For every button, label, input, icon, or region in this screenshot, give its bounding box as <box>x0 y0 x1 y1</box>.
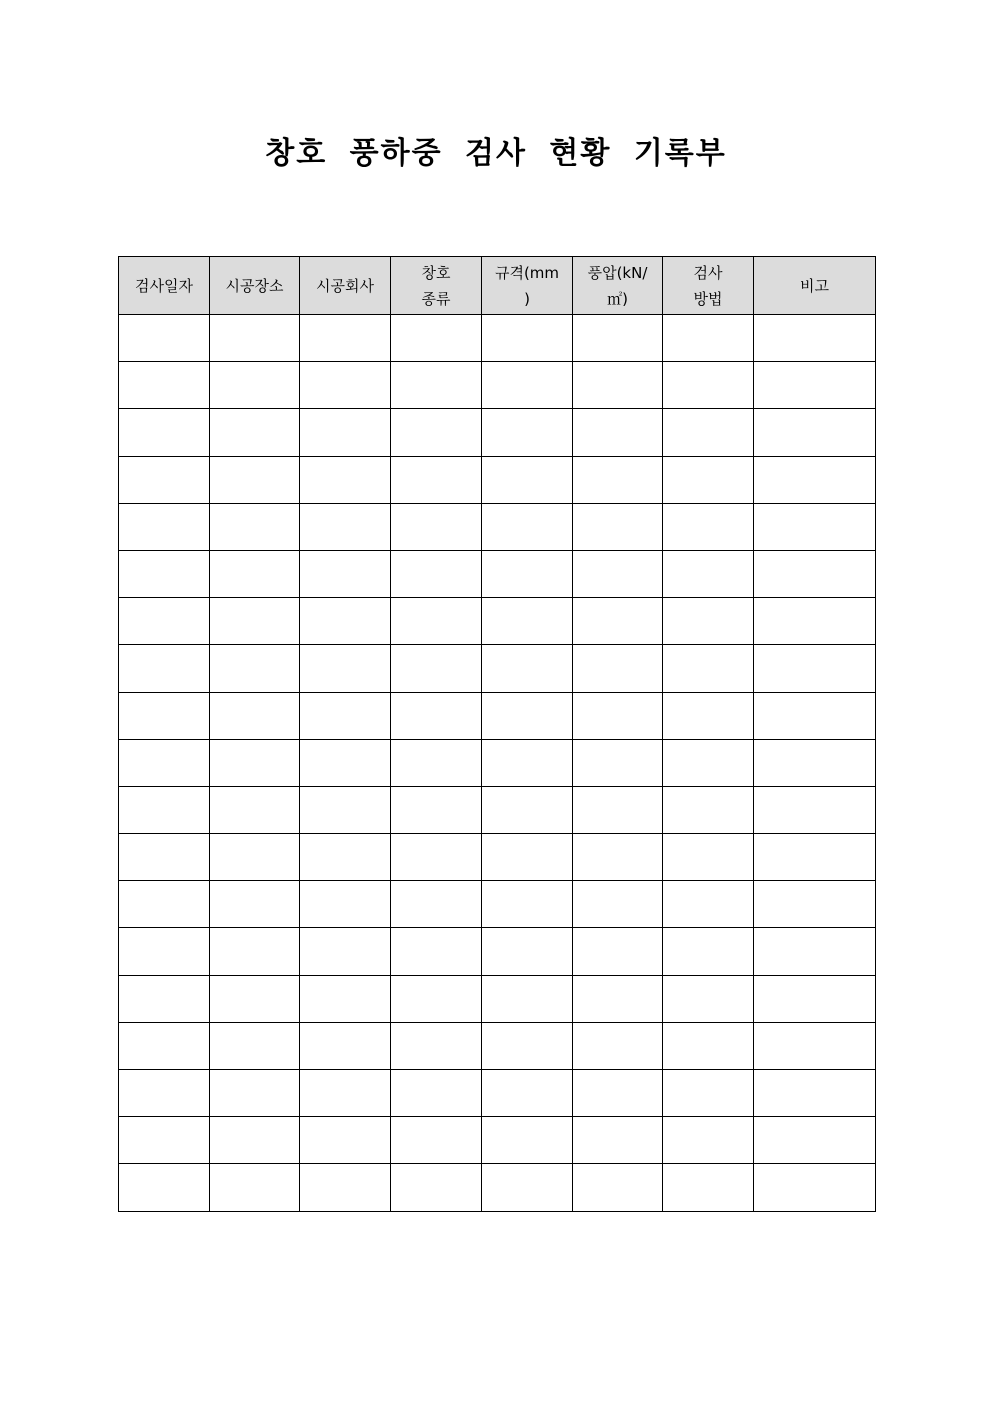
table-row <box>119 928 876 975</box>
cell-dimensions[interactable] <box>482 456 573 503</box>
cell-window-type[interactable] <box>391 739 482 786</box>
cell-dimensions[interactable] <box>482 315 573 362</box>
cell-inspection-method[interactable] <box>663 409 754 456</box>
cell-inspection-date[interactable] <box>119 739 210 786</box>
table-row <box>119 692 876 739</box>
cell-inspection-date[interactable] <box>119 503 210 550</box>
cell-construction-company[interactable] <box>300 1070 391 1117</box>
cell-construction-site[interactable] <box>210 362 300 409</box>
cell-remarks[interactable] <box>754 456 876 503</box>
cell-wind-pressure[interactable] <box>573 1070 663 1117</box>
cell-construction-site[interactable] <box>210 456 300 503</box>
cell-dimensions[interactable] <box>482 1022 573 1069</box>
cell-inspection-date[interactable] <box>119 1164 210 1211</box>
cell-construction-company[interactable] <box>300 692 391 739</box>
header-dimensions: 규격(mm ) <box>482 257 573 315</box>
cell-inspection-date[interactable] <box>119 550 210 597</box>
cell-construction-site[interactable] <box>210 834 300 881</box>
cell-remarks[interactable] <box>754 975 876 1022</box>
cell-window-type[interactable] <box>391 1022 482 1069</box>
cell-construction-company[interactable] <box>300 456 391 503</box>
cell-inspection-date[interactable] <box>119 834 210 881</box>
cell-construction-site[interactable] <box>210 503 300 550</box>
cell-dimensions[interactable] <box>482 786 573 833</box>
table-row <box>119 834 876 881</box>
cell-window-type[interactable] <box>391 1164 482 1211</box>
cell-dimensions[interactable] <box>482 881 573 928</box>
cell-remarks[interactable] <box>754 362 876 409</box>
cell-wind-pressure[interactable] <box>573 1117 663 1164</box>
cell-dimensions[interactable] <box>482 645 573 692</box>
cell-inspection-date[interactable] <box>119 1117 210 1164</box>
cell-inspection-method[interactable] <box>663 1022 754 1069</box>
cell-inspection-method[interactable] <box>663 362 754 409</box>
cell-remarks[interactable] <box>754 834 876 881</box>
cell-dimensions[interactable] <box>482 598 573 645</box>
cell-dimensions[interactable] <box>482 834 573 881</box>
cell-remarks[interactable] <box>754 550 876 597</box>
cell-dimensions[interactable] <box>482 409 573 456</box>
inspection-record-table <box>118 256 876 1212</box>
cell-construction-company[interactable] <box>300 362 391 409</box>
cell-window-type[interactable] <box>391 315 482 362</box>
cell-window-type[interactable] <box>391 692 482 739</box>
header-construction-site: 시공장소 <box>210 257 300 315</box>
header-inspection-method: 검사 방법 <box>663 257 754 315</box>
cell-inspection-method[interactable] <box>663 975 754 1022</box>
cell-inspection-method[interactable] <box>663 645 754 692</box>
cell-inspection-method[interactable] <box>663 550 754 597</box>
cell-wind-pressure[interactable] <box>573 598 663 645</box>
cell-construction-company[interactable] <box>300 739 391 786</box>
cell-inspection-date[interactable] <box>119 1070 210 1117</box>
cell-construction-site[interactable] <box>210 598 300 645</box>
cell-window-type[interactable] <box>391 1070 482 1117</box>
cell-window-type[interactable] <box>391 645 482 692</box>
cell-construction-company[interactable] <box>300 1164 391 1211</box>
table-row <box>119 456 876 503</box>
cell-construction-site[interactable] <box>210 550 300 597</box>
cell-construction-company[interactable] <box>300 409 391 456</box>
cell-construction-company[interactable] <box>300 975 391 1022</box>
cell-inspection-date[interactable] <box>119 598 210 645</box>
cell-dimensions[interactable] <box>482 362 573 409</box>
cell-remarks[interactable] <box>754 1164 876 1211</box>
cell-wind-pressure[interactable] <box>573 550 663 597</box>
cell-window-type[interactable] <box>391 409 482 456</box>
cell-remarks[interactable] <box>754 1022 876 1069</box>
table-row <box>119 598 876 645</box>
cell-inspection-method[interactable] <box>663 786 754 833</box>
cell-inspection-date[interactable] <box>119 456 210 503</box>
cell-inspection-date[interactable] <box>119 881 210 928</box>
table-row <box>119 409 876 456</box>
header-remarks: 비고 <box>754 257 876 315</box>
table-row <box>119 645 876 692</box>
table-row <box>119 1164 876 1211</box>
cell-inspection-date[interactable] <box>119 315 210 362</box>
cell-inspection-date[interactable] <box>119 975 210 1022</box>
cell-remarks[interactable] <box>754 1070 876 1117</box>
cell-inspection-date[interactable] <box>119 692 210 739</box>
cell-wind-pressure[interactable] <box>573 928 663 975</box>
cell-dimensions[interactable] <box>482 503 573 550</box>
table-row <box>119 1022 876 1069</box>
cell-construction-company[interactable] <box>300 1117 391 1164</box>
cell-construction-company[interactable] <box>300 315 391 362</box>
cell-inspection-date[interactable] <box>119 409 210 456</box>
cell-window-type[interactable] <box>391 362 482 409</box>
cell-dimensions[interactable] <box>482 739 573 786</box>
cell-inspection-method[interactable] <box>663 315 754 362</box>
cell-construction-company[interactable] <box>300 881 391 928</box>
cell-remarks[interactable] <box>754 881 876 928</box>
cell-window-type[interactable] <box>391 928 482 975</box>
cell-wind-pressure[interactable] <box>573 786 663 833</box>
header-wind-pressure: 풍압(kN/ ㎡) <box>573 257 663 315</box>
cell-inspection-method[interactable] <box>663 456 754 503</box>
cell-window-type[interactable] <box>391 1117 482 1164</box>
cell-inspection-date[interactable] <box>119 786 210 833</box>
cell-window-type[interactable] <box>391 550 482 597</box>
cell-inspection-method[interactable] <box>663 1117 754 1164</box>
cell-wind-pressure[interactable] <box>573 409 663 456</box>
cell-inspection-date[interactable] <box>119 645 210 692</box>
document-title: 창호 풍하중 검사 현황 기록부 <box>265 136 727 171</box>
cell-construction-company[interactable] <box>300 1022 391 1069</box>
cell-wind-pressure[interactable] <box>573 503 663 550</box>
cell-window-type[interactable] <box>391 834 482 881</box>
cell-remarks[interactable] <box>754 739 876 786</box>
cell-wind-pressure[interactable] <box>573 881 663 928</box>
cell-construction-company[interactable] <box>300 598 391 645</box>
cell-construction-site[interactable] <box>210 692 300 739</box>
table-row <box>119 362 876 409</box>
cell-inspection-method[interactable] <box>663 503 754 550</box>
cell-remarks[interactable] <box>754 692 876 739</box>
cell-dimensions[interactable] <box>482 692 573 739</box>
cell-construction-site[interactable] <box>210 786 300 833</box>
table-body <box>119 315 876 1212</box>
cell-construction-site[interactable] <box>210 315 300 362</box>
cell-construction-company[interactable] <box>300 928 391 975</box>
cell-wind-pressure[interactable] <box>573 315 663 362</box>
cell-construction-site[interactable] <box>210 1164 300 1211</box>
cell-remarks[interactable] <box>754 598 876 645</box>
table-row <box>119 1117 876 1164</box>
cell-construction-site[interactable] <box>210 881 300 928</box>
header-inspection-date: 검사일자 <box>119 257 210 315</box>
cell-wind-pressure[interactable] <box>573 692 663 739</box>
cell-inspection-method[interactable] <box>663 598 754 645</box>
cell-dimensions[interactable] <box>482 1070 573 1117</box>
cell-remarks[interactable] <box>754 645 876 692</box>
table-row <box>119 881 876 928</box>
cell-remarks[interactable] <box>754 928 876 975</box>
table-row <box>119 1070 876 1117</box>
cell-inspection-method[interactable] <box>663 1164 754 1211</box>
cell-window-type[interactable] <box>391 598 482 645</box>
cell-inspection-method[interactable] <box>663 739 754 786</box>
cell-construction-company[interactable] <box>300 503 391 550</box>
table-row <box>119 503 876 550</box>
cell-construction-site[interactable] <box>210 1070 300 1117</box>
cell-window-type[interactable] <box>391 503 482 550</box>
cell-wind-pressure[interactable] <box>573 834 663 881</box>
table-row <box>119 786 876 833</box>
cell-construction-site[interactable] <box>210 975 300 1022</box>
cell-wind-pressure[interactable] <box>573 975 663 1022</box>
cell-construction-site[interactable] <box>210 928 300 975</box>
cell-remarks[interactable] <box>754 786 876 833</box>
header-construction-company: 시공회사 <box>300 257 391 315</box>
cell-wind-pressure[interactable] <box>573 456 663 503</box>
cell-inspection-method[interactable] <box>663 881 754 928</box>
table-row <box>119 739 876 786</box>
cell-wind-pressure[interactable] <box>573 645 663 692</box>
cell-construction-company[interactable] <box>300 550 391 597</box>
cell-wind-pressure[interactable] <box>573 739 663 786</box>
cell-window-type[interactable] <box>391 456 482 503</box>
table-row <box>119 550 876 597</box>
cell-remarks[interactable] <box>754 315 876 362</box>
cell-inspection-date[interactable] <box>119 928 210 975</box>
cell-dimensions[interactable] <box>482 928 573 975</box>
header-window-type: 창호 종류 <box>391 257 482 315</box>
cell-construction-company[interactable] <box>300 834 391 881</box>
cell-window-type[interactable] <box>391 975 482 1022</box>
cell-inspection-date[interactable] <box>119 1022 210 1069</box>
cell-inspection-method[interactable] <box>663 928 754 975</box>
cell-dimensions[interactable] <box>482 1117 573 1164</box>
cell-construction-company[interactable] <box>300 786 391 833</box>
cell-construction-site[interactable] <box>210 1022 300 1069</box>
cell-dimensions[interactable] <box>482 550 573 597</box>
cell-remarks[interactable] <box>754 503 876 550</box>
cell-remarks[interactable] <box>754 409 876 456</box>
cell-wind-pressure[interactable] <box>573 362 663 409</box>
cell-wind-pressure[interactable] <box>573 1164 663 1211</box>
table-row <box>119 975 876 1022</box>
table-header-row <box>119 257 876 315</box>
cell-inspection-date[interactable] <box>119 362 210 409</box>
cell-construction-site[interactable] <box>210 1117 300 1164</box>
cell-window-type[interactable] <box>391 881 482 928</box>
cell-inspection-method[interactable] <box>663 834 754 881</box>
cell-construction-site[interactable] <box>210 409 300 456</box>
cell-construction-site[interactable] <box>210 739 300 786</box>
cell-inspection-method[interactable] <box>663 692 754 739</box>
cell-remarks[interactable] <box>754 1117 876 1164</box>
cell-dimensions[interactable] <box>482 1164 573 1211</box>
cell-construction-site[interactable] <box>210 645 300 692</box>
cell-dimensions[interactable] <box>482 975 573 1022</box>
cell-wind-pressure[interactable] <box>573 1022 663 1069</box>
cell-inspection-method[interactable] <box>663 1070 754 1117</box>
cell-window-type[interactable] <box>391 786 482 833</box>
table-row <box>119 315 876 362</box>
cell-construction-company[interactable] <box>300 645 391 692</box>
